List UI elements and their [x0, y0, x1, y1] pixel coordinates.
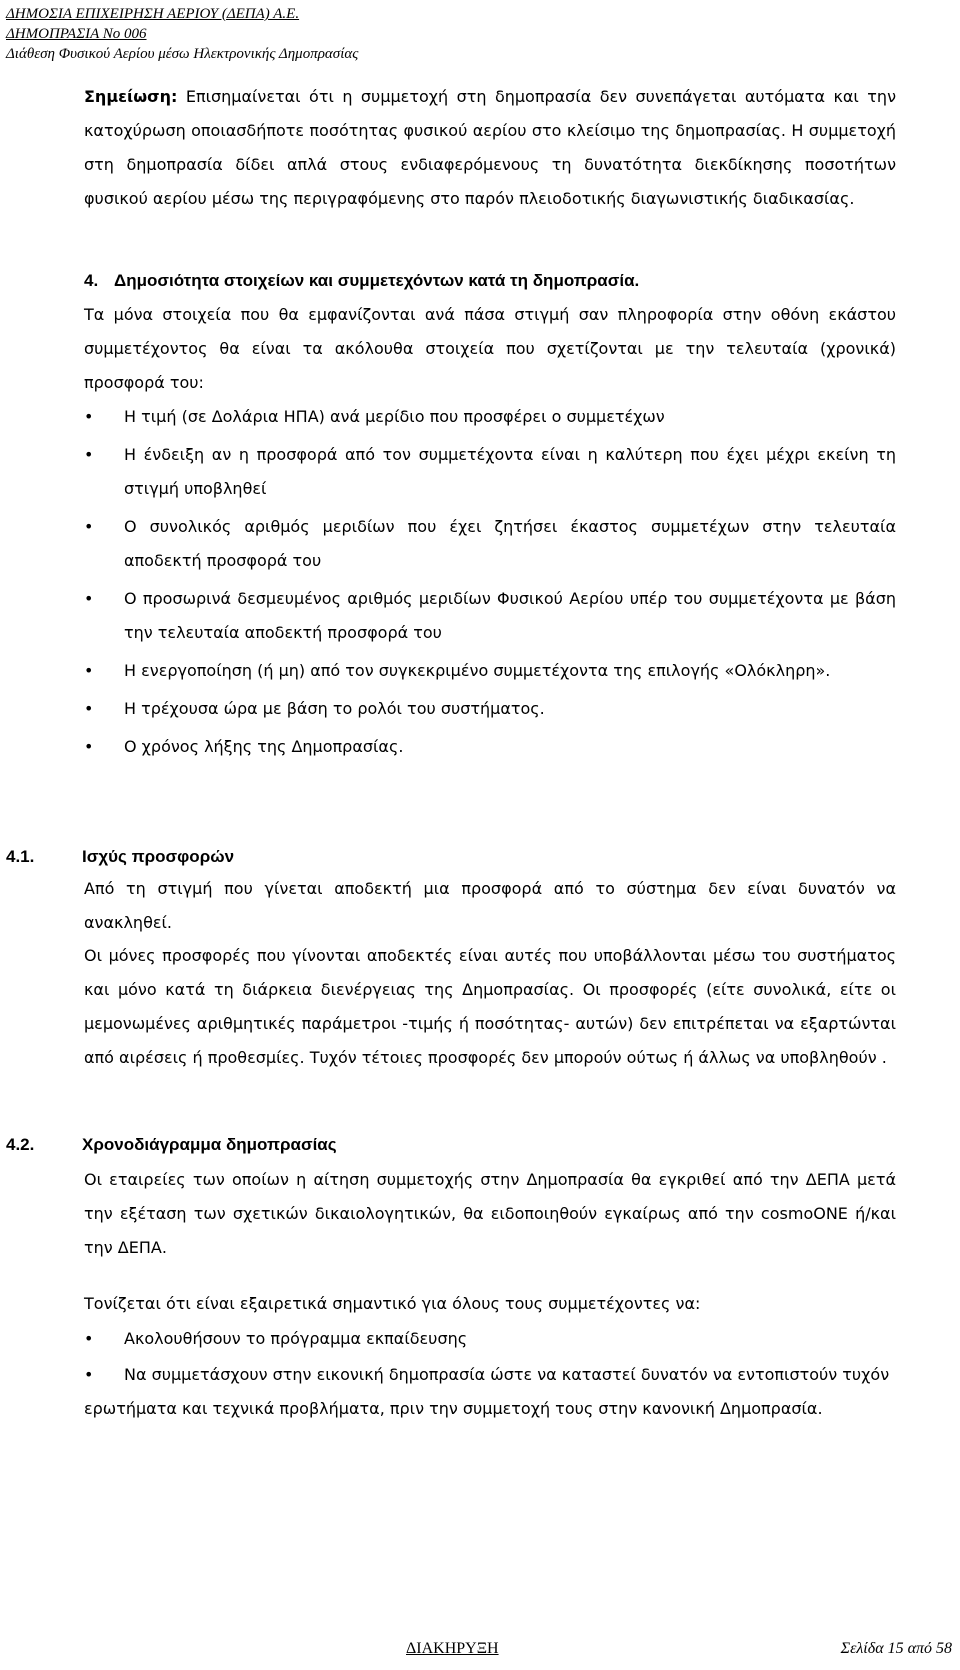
header-company: ΔΗΜΟΣΙΑ ΕΠΙΧΕΙΡΗΣΗ ΑΕΡΙΟΥ (ΔΕΠΑ) Α.Ε.	[6, 6, 300, 22]
bullet-icon: •	[84, 737, 94, 756]
section-4-2-title: Χρονοδιάγραμμα δημοπρασίας	[82, 1135, 337, 1154]
list-item: • Ακολουθήσουν το πρόγραμμα εκπαίδευσης	[84, 1322, 896, 1356]
list-item: • Η ένδειξη αν η προσφορά από τον συμμετέχοντα είναι η καλύτερη που έχει μέχρι εκείνη τη στιγμή υποβληθεί	[84, 438, 896, 506]
list-item: • Η ενεργοποίηση (ή μη) από τον συγκεκριμένο συμμετέχοντα της επιλογής «Ολόκληρη».	[84, 654, 896, 688]
page-footer	[0, 1640, 960, 1664]
bullet-icon: •	[84, 661, 94, 680]
section-4-title: Δημοσιότητα στοιχείων και συμμετεχόντων κατά τη δημοπρασία.	[114, 271, 640, 290]
note-text: Επισημαίνεται ότι η συμμετοχή στη δημοπρασία δεν συνεπάγεται αυτόματα και την κατοχύρωση οποιασδήποτε ποσότητας φυσικού αερίου στο κλείσιμο της δημοπρασίας. Η συμμετοχή στη δημοπρασία δίδει απλά στους ενδιαφερόμενους τη δυνατότητα διεκδίκησης ποσοτήτων φυσικού αερίου μέσω της περιγραφόμενης στο παρόν πλειοδοτικής διαγωνιστικής διαδικασίας.	[84, 87, 896, 208]
bullet-icon: •	[84, 1365, 94, 1384]
document-header	[6, 4, 358, 64]
section-4-2-paragraph-1: Οι εταιρείες των οποίων η αίτηση συμμετοχής στην Δημοπρασία θα εγκριθεί από την ΔΕΠΑ μετά την εξέταση των σχετικών δικαιολογητικών, θα ειδοποιηθούν εγκαίρως από την cosmoONE ή/και την ΔΕΠΑ.	[84, 1170, 896, 1257]
footer-page-number: Σελίδα 15 από 58	[840, 1640, 952, 1657]
footer-document-name: ΔΙΑΚΗΡΥΞΗ	[406, 1640, 499, 1657]
bullet-icon: •	[84, 407, 94, 426]
section-4-heading	[84, 264, 639, 298]
bullet-icon: •	[84, 589, 94, 608]
bullet-icon: •	[84, 517, 94, 536]
section-4-2-paragraph-2: Τονίζεται ότι είναι εξαιρετικά σημαντικό για όλους τους συμμετέχοντες να:	[84, 1294, 701, 1313]
section-4-1-paragraph-2: Οι μόνες προσφορές που γίνονται αποδεκτές είναι αυτές που υποβάλλονται μέσω του συστήματος και μόνο κατά τη διάρκεια διενέργειας της Δημοπρασίας. Οι προσφορές (είτε συνολικά, είτε οι μεμονωμένες αριθμητικές παράμετροι -τιμής ή ποσότητας- αυτών) δεν επιτρέπεται να εξαρτώνται από αιρέσεις ή προθεσμίες. Τυχόν τέτοιες προσφορές δεν μπορούν ούτως ή άλλως να υποβληθούν .	[84, 946, 896, 1067]
list-item: • Ο συνολικός αριθμός μεριδίων που έχει ζητήσει έκαστος συμμετέχων στην τελευταία αποδεκτή προσφορά του	[84, 510, 896, 578]
section-4-intro: Τα μόνα στοιχεία που θα εμφανίζονται ανά πάσα στιγμή σαν πληροφορία στην οθόνη εκάστου συμμετέχοντος θα είναι τα ακόλουθα στοιχεία που σχετίζονται με την τελευταία (χρονικά) προσφορά του:	[84, 305, 896, 392]
list-item: • Ο χρόνος λήξης της Δημοπρασίας.	[84, 730, 896, 764]
section-4-1-number: 4.1.	[6, 847, 35, 866]
section-4-1-heading	[6, 840, 906, 874]
header-subtitle: Διάθεση Φυσικού Αερίου μέσω Ηλεκτρονικής Δημοπρασίας	[6, 46, 359, 62]
note-label: Σημείωση:	[84, 87, 178, 106]
note-paragraph	[84, 80, 896, 216]
list-item: • Να συμμετάσχουν στην εικονική δημοπρασία ώστε να καταστεί δυνατόν να εντοπιστούν τυχόν ερωτήματα και τεχνικά προβλήματα, πριν την συμμετοχή τους στην κανονική Δημοπρασία.	[84, 1358, 896, 1426]
section-4-1-paragraph-1: Από τη στιγμή που γίνεται αποδεκτή μια προσφορά από το σύστημα δεν είναι δυνατόν να ανακληθεί.	[84, 879, 896, 932]
list-item: • Η τρέχουσα ώρα με βάση το ρολόι του συστήματος.	[84, 692, 896, 726]
list-item: • Η τιμή (σε Δολάρια ΗΠΑ) ανά μερίδιο που προσφέρει ο συμμετέχων	[84, 400, 896, 434]
header-auction-number: ΔΗΜΟΠΡΑΣΙΑ Νο 006	[6, 26, 147, 42]
section-4-bullet-list	[84, 400, 896, 764]
section-4-number: 4.	[84, 271, 99, 290]
list-item: • Ο προσωρινά δεσμευμένος αριθμός μεριδίων Φυσικού Αερίου υπέρ του συμμετέχοντα με βάση την τελευταία αποδεκτή προσφορά του	[84, 582, 896, 650]
bullet-icon: •	[84, 699, 94, 718]
bullet-icon: •	[84, 445, 94, 464]
section-4-2-heading	[6, 1128, 906, 1162]
section-4-2-number: 4.2.	[6, 1135, 35, 1154]
bullet-icon: •	[84, 1329, 94, 1348]
section-4-1-title: Ισχύς προσφορών	[82, 847, 235, 866]
section-4-2-bullet-list	[84, 1322, 896, 1426]
